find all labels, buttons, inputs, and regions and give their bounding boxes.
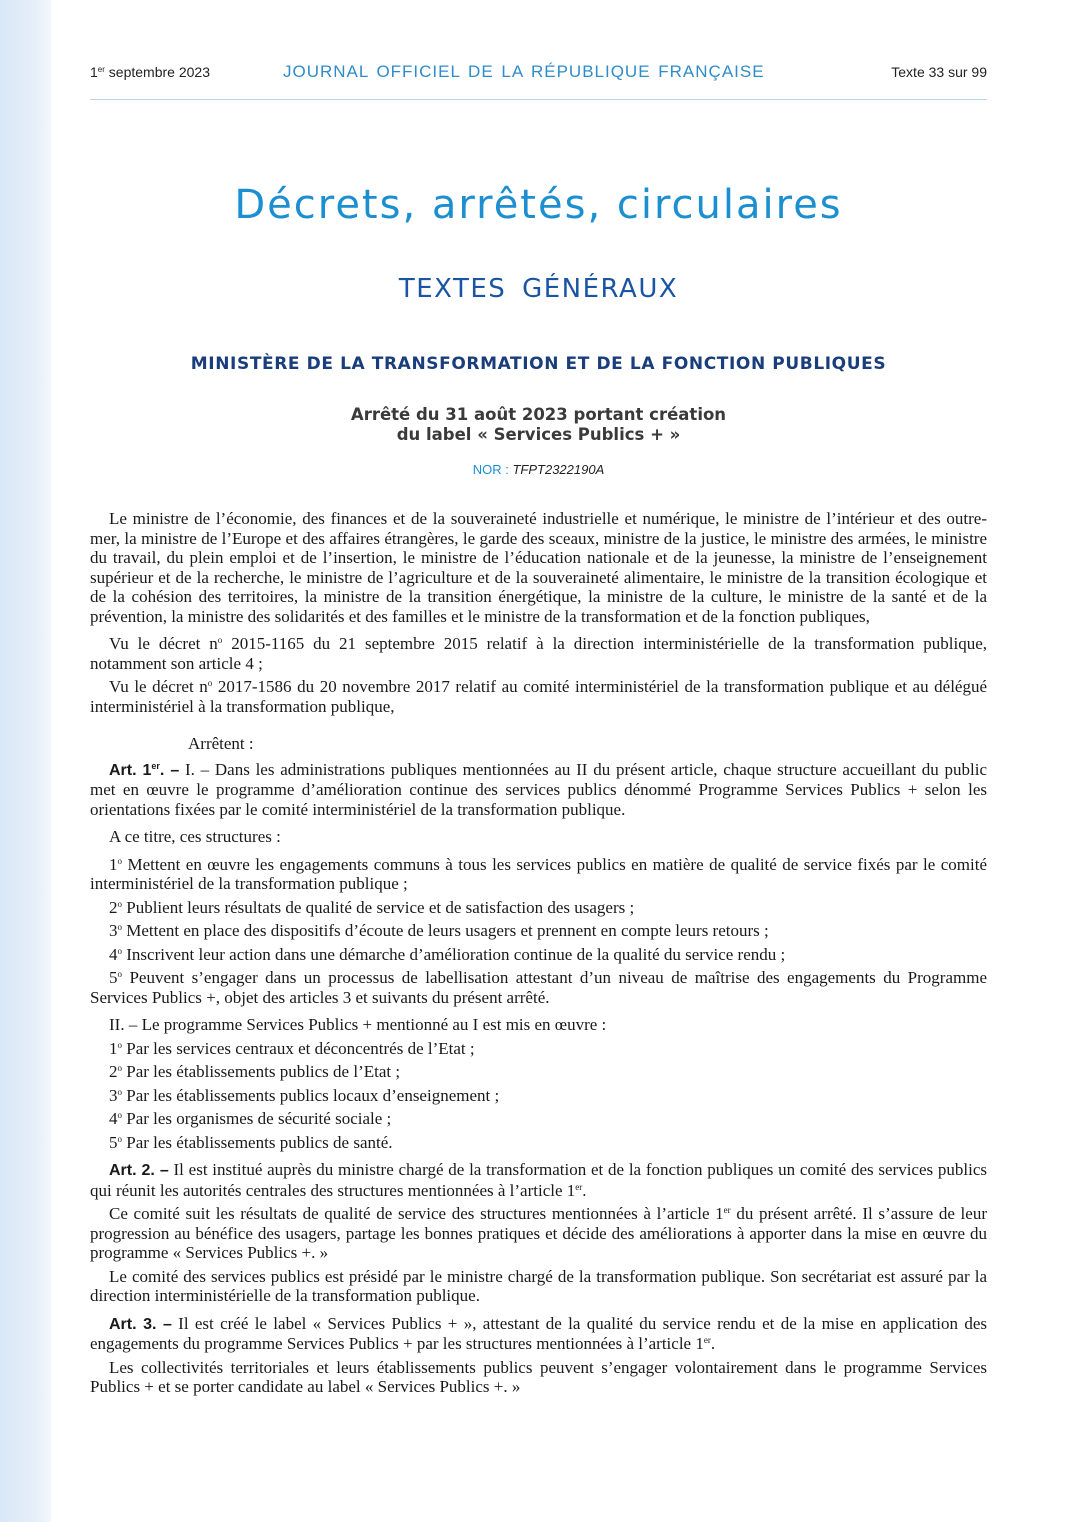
text-reference: Texte 33 sur 99 — [891, 64, 987, 80]
arrete-title-line-2: du label « Services Publics + » — [396, 425, 681, 444]
article-2: Art. 2. – Il est institué auprès du ministre chargé de la transformation et de la fonction publiques un comité des services publics qui réunit les autorités centrales des structures mentionnées à l’article 1er. — [90, 1160, 988, 1200]
article-3-paragraph: Les collectivités territoriales et leurs établissements publics peuvent s’engager volontairement dans le programme Services Publics + et se porter candidate au label « Services Publics +. » — [90, 1357, 987, 1396]
publication-date: 1er septembre 2023 — [90, 64, 210, 80]
article-1-section-ii: II. – Le programme Services Publics + mentionné au I est mis en œuvre : — [109, 1015, 607, 1034]
journal-title: JOURNAL OFFICIEL DE LA RÉPUBLIQUE FRANÇAISE — [283, 62, 765, 81]
arrete-title-line-1: Arrêté du 31 août 2023 portant création — [350, 405, 727, 424]
article-1: Art. 1er. – I. – Dans les administrations publiques mentionnées au II du présent article, chaque structure accueillant du public met en œuvre le programme d’amélioration continue des services publics dénommé Programme Services Publics + selon les orientations fixées par le comité interministériel de la transformation publique. — [90, 759, 987, 819]
visa-1: Vu le décret $n^o$ 2015-1165 du 21 septembre 2015 relatif à la direction interministérielle de la transformation publique, notamment son article 4 ; — [90, 634, 987, 673]
list-item: 4$^o$ Par les organismes de sécurité sociale ; — [109, 1109, 392, 1128]
article-2-paragraph: Le comité des services publics est présidé par le ministre chargé de la transformation publique. Son secrétariat est assuré par la direction interministérielle de la transformation publique. — [90, 1266, 987, 1305]
nor-reference: NOR : TFPT2322190A — [472, 462, 605, 477]
list-item: 2$^o$ Publient leurs résultats de qualité de service et de satisfaction des usagers ; — [109, 897, 635, 917]
list-item: 4$^o$ Inscrivent leur action dans une démarche d’amélioration continue de la qualité du service rendu ; — [109, 944, 786, 964]
article-3: Art. 3. – Il est créé le label « Services Publics + », attestant de la qualité du service rendu et de la mise en application des engagements du programme Services Publics + par les structures mentionnées à l’article 1er. — [90, 1313, 987, 1353]
list-item: 5$^o$ Peuvent s’engager dans un processus de labellisation attestant d’un niveau de maîtrise des engagements du Programme Services Publics +, objet des articles 3 et suivants du présent arrêté. — [90, 968, 987, 1007]
nor-code: TFPT2322190A — [512, 462, 605, 477]
list-item: 1$^o$ Par les services centraux et déconcentrés de l’Etat ; — [109, 1038, 475, 1058]
document-body — [90, 509, 987, 1401]
section-title: TEXTES GÉNÉRAUX — [398, 274, 679, 304]
list-item: 3$^o$ Mettent en place des dispositifs d’écoute de leurs usagers et prennent en compte leurs retours ; — [109, 921, 769, 940]
arretent: Arrêtent : — [188, 734, 254, 753]
article-1-intro-list: A ce titre, ces structures : — [109, 827, 281, 846]
page-margin-band — [0, 0, 51, 1522]
list-item: 3$^o$ Par les établissements publics locaux d’enseignement ; — [109, 1085, 500, 1105]
list-item: 2$^o$ Par les établissements publics de l’Etat ; — [109, 1062, 401, 1081]
ministry-heading: MINISTÈRE DE LA TRANSFORMATION ET DE LA FONCTION PUBLIQUES — [190, 354, 887, 374]
page-header — [90, 62, 987, 84]
list-item: 1$^o$ Mettent en œuvre les engagements communs à tous les services publics en matière de qualité de service fixés par le comité interministériel de la transformation publique ; — [90, 854, 987, 893]
main-title: Décrets, arrêtés, circulaires — [234, 182, 843, 228]
article-2-paragraph: Ce comité suit les résultats de qualité de service des structures mentionnées à l’article 1er du présent arrêté. Il s’assure de leur progression au bénéfice des usagers, partage les bonnes pratiques et décide des améliorations à apporter dans la mise en œuvre du programme « Services Publics +. » — [90, 1204, 987, 1262]
article-1-label: Art. 1er. – — [109, 760, 180, 779]
arrete-title — [0, 405, 1077, 445]
list-item: 5$^o$ Par les établissements publics de santé. — [109, 1132, 393, 1152]
preamble: Le ministre de l’économie, des finances et de la souveraineté industrielle et numérique, le ministre de l’intérieur et des outre-mer, la ministre de l’Europe et des affaires étrangères, le garde des sceaux, ministre de la justice, le ministre des armées, le ministre du travail, du plein emploi et de l’insertion, le ministre de l’éducation nationale et de la jeunesse, la ministre de l’enseignement supérieur et de la recherche, le ministre de l’agriculture et de la souveraineté alimentaire, le ministre de la transition écologique et de la cohésion des territoires, la ministre de la transition énergétique, la ministre de la culture, le ministre de la santé et de la prévention, la ministre des solidarités et des familles et le ministre de la transformation et de la fonction publiques, — [90, 509, 987, 626]
article-3-label: Art. 3. – — [109, 1315, 172, 1333]
visa-2: Vu le décret $n^o$ 2017-1586 du 20 novembre 2017 relatif au comité interministériel de la transformation publique et au délégué interministériel à la transformation publique, — [90, 677, 988, 716]
article-2-label: Art. 2. – — [109, 1162, 169, 1179]
header-divider — [90, 99, 987, 100]
